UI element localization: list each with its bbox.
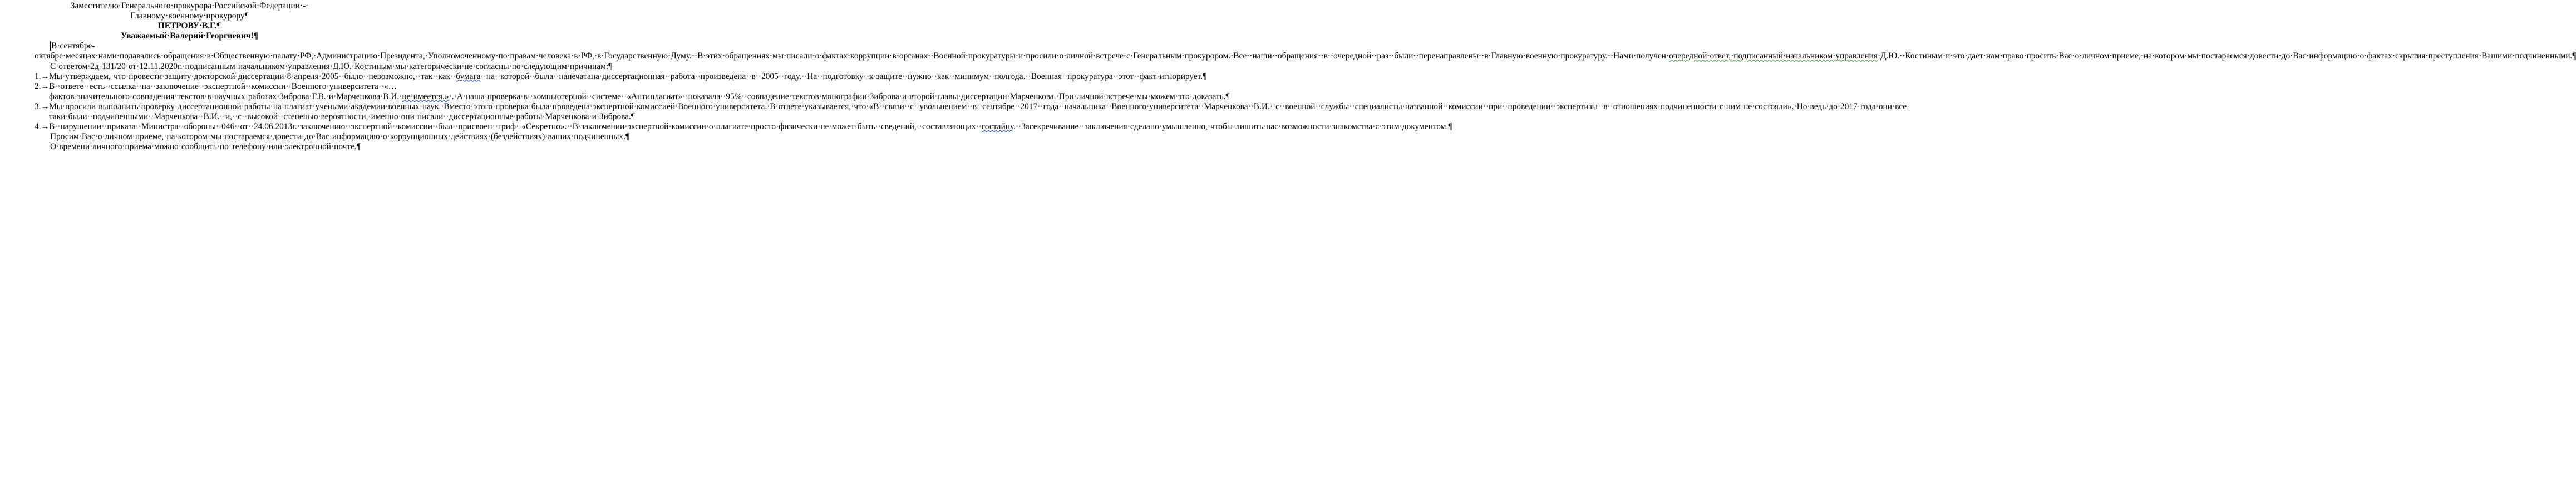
text-cursor	[50, 41, 51, 51]
spelling-flagged-phrase[interactable]: не·имеется.»	[402, 91, 449, 101]
paragraph-request[interactable]: Просим·Вас·о·личном·приеме,·на·котором·мы·постараемся·довести·до·Вас·информацию·о·коррупционных·действиях·(бездействиях)·ваших·подчиненных.¶	[50, 132, 629, 142]
paragraph-contact[interactable]: О·времени·личного·приема·можно·сообщить·по·телефону·или·электронной·почте.¶	[50, 142, 361, 152]
paragraph-response[interactable]: С·ответом·2д-131/20·от·12.11.2020г.·подписанным·начальником·управления·Д.Ю.·Костиным·мы·категорически·не·согласны·по·следующим·причинам:¶	[50, 61, 613, 71]
recipient-name: ПЕТРОВУ·В.Г.¶	[157, 21, 221, 31]
list-number: 2.→	[35, 81, 50, 91]
paragraph-intro-end: ·Д.Ю.··Костиным·и·это·дает·нам·право·просить·Вас·о·личном·приеме,·на·котором·мы·постараемся·довести·до·Вас·информацию·о·фактах·скрытия·преступления·Вашими·подчиненными.¶	[1877, 51, 2576, 61]
list-item-text-end: ·.·А·наша·проверка·в··компьютерной··системе··«Антиплагиат»··показала··95%··совпадение·текстов·монографии·Зиброва·и·второй·главы·диссертации·Марченкова.·При·личной·встрече·мы·можем·это·доказать.¶	[449, 91, 1230, 101]
list-item[interactable]	[35, 81, 1230, 102]
recipient-title-line-1: Заместителю·Генерального·прокурора·Российской·Федерации·-·	[70, 1, 309, 11]
reasons-list	[35, 71, 1910, 132]
paragraph-intro-text: ·сентябре-октябре·месяцах·нами·подавались·обращения·в·Общественную·палату·РФ,·Администрацию·Президента,·Уполномоченному·по·правам·человека·в·РФ,·в·Государственную·Думу.··В·этих·обращениях·мы·писали·о·фактах·коррупции·в·органах··Военной·прокуратуры·и·просили·о·личной·встрече·с·Генеральным·прокурором.·Все··наши··обращения··в··очередной··раз··были··перенаправлены··в·Главную·военную·прокуратуру.··Нами·получен·	[35, 41, 1669, 61]
grammar-flagged-phrase[interactable]: очередной·ответ,·подписанный·начальником·управления	[1669, 51, 1878, 61]
spelling-flagged-word[interactable]: гостайну	[981, 122, 1014, 132]
list-item[interactable]	[35, 101, 1910, 122]
spelling-flagged-word[interactable]: бумага	[456, 71, 481, 81]
list-item[interactable]	[35, 122, 1452, 132]
list-item-text: В··нарушении··приказа··Министра··обороны··046··от··24.06.2013г.·заключению··экспертной··комиссии··был··присвоен··гриф··«Секретно».··В·заключении·экспертной·комиссии·о·плагиате·просто·физически·не·может·быть··сведений,··составляющих··	[49, 122, 982, 132]
list-number: 4.→	[35, 122, 50, 132]
paragraph-intro[interactable]	[35, 41, 2576, 61]
list-number: 1.→	[35, 71, 50, 81]
paragraph-intro-first-letter: В	[51, 41, 57, 51]
list-number: 3.→	[35, 101, 50, 111]
list-item-text: В··ответе··есть··ссылка··на··заключение··экспертной··комиссии··Военного·университета··«…фактов·значительного·совпадения·текстов·в·научных·работах·Зиброва·Г.В.·и·Марченкова·В.И.·	[49, 81, 402, 101]
list-item-text-end: .··Засекречивание··заключения·сделано·умышленно,·чтобы·лишить·нас·возможности·знакомства·с·этим·документом.¶	[1013, 122, 1452, 132]
list-item[interactable]	[35, 71, 1207, 82]
list-item-text-end: ··на··которой··была··напечатана·диссертационная··работа··произведена··в··2005··году.··На··подготовку··к·защите··нужно··как··минимум··полгода.··Военная··прокуратура··этот··факт·игнорирует.¶	[480, 71, 1207, 81]
salutation: Уважаемый·Валерий·Георгиевич!¶	[121, 31, 258, 41]
list-item-text: Мы·утверждаем,·что·провести·защиту·докторской·диссертации·8·апреля·2005··было··невозможно,··так··как··	[49, 71, 456, 81]
list-item-text: Мы·просили·выполнить·проверку·диссертационной·работы·на·плагиат·учеными·академии·военных·наук.·Вместо·этого·проверка·была·проведена·экспертной·комиссией·Военного·университета.·В·ответе·указывается,·что·«В··связи··с··увольнением··в··сентябре··2017··года··начальника··Военного·университета··Марченкова··В.И.··с··военной··службы··специалисты·названной··комиссии··при··проведении··экспертизы··в··отношениях·подчиненности·с·ним·не·состояли».·Но·ведь·до·2017·года·они·все-таки·были··подчиненными··Марченкова··В.И.··и,··с··высокой··степенью·вероятности,·именно·они·писали··диссертационные·работы·Марченкова·и·Зиброва.¶	[49, 101, 1910, 122]
recipient-title-line-2: Главному·военному·прокурору¶	[130, 11, 249, 21]
